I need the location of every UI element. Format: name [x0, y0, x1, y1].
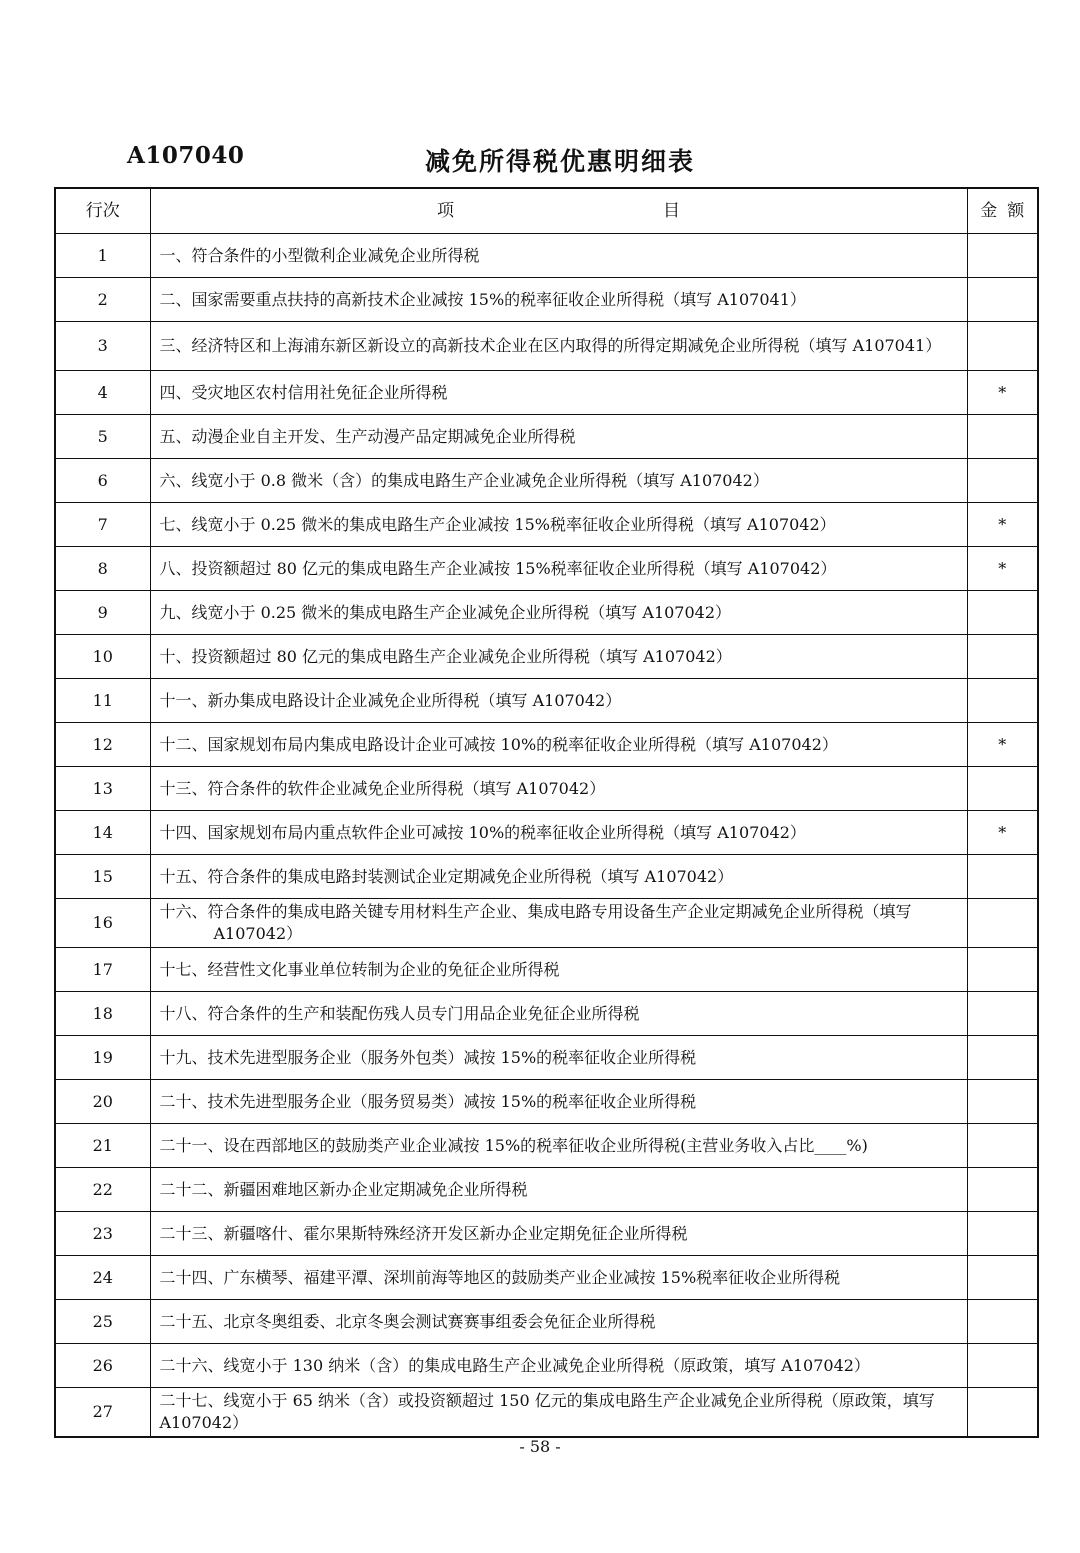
row-item: 七、线宽小于 0.25 微米的集成电路生产企业减按 15%税率征收企业所得税（填写 A107042）: [150, 503, 967, 547]
row-amount[interactable]: [967, 767, 1038, 811]
row-amount[interactable]: [967, 591, 1038, 635]
row-amount[interactable]: [967, 415, 1038, 459]
row-item: [150, 899, 967, 948]
row-number: 6: [55, 459, 150, 503]
row-item: 十一、新办集成电路设计企业减免企业所得税（填写 A107042）: [150, 679, 967, 723]
row-item: 十四、国家规划布局内重点软件企业可减按 10%的税率征收企业所得税（填写 A107042）: [150, 811, 967, 855]
row-item: [150, 322, 967, 371]
col-header-row-no: 行次: [55, 188, 150, 234]
row-number: 27: [55, 1388, 150, 1438]
table-row: [55, 1344, 1038, 1388]
row-item: 十八、符合条件的生产和装配伤残人员专门用品企业免征企业所得税: [150, 992, 967, 1036]
table-row: [55, 948, 1038, 992]
row-number: 5: [55, 415, 150, 459]
row-item: 九、线宽小于 0.25 微米的集成电路生产企业减免企业所得税（填写 A107042）: [150, 591, 967, 635]
row-amount[interactable]: [967, 1344, 1038, 1388]
table-row: [55, 322, 1038, 371]
row-amount[interactable]: *: [967, 811, 1038, 855]
row-item: 二十一、设在西部地区的鼓励类产业企业减按 15%的税率征收企业所得税(主营业务收入占比____%): [150, 1124, 967, 1168]
row-number: 24: [55, 1256, 150, 1300]
row-amount[interactable]: [967, 635, 1038, 679]
col-header-item: 项 目: [150, 188, 967, 234]
table-row: [55, 459, 1038, 503]
row-amount[interactable]: [967, 855, 1038, 899]
table-row: [55, 811, 1038, 855]
row-amount[interactable]: [967, 1256, 1038, 1300]
row-number: 15: [55, 855, 150, 899]
table-row: [55, 767, 1038, 811]
table-row: [55, 1168, 1038, 1212]
table-row: [55, 899, 1038, 948]
row-item: 二十三、新疆喀什、霍尔果斯特殊经济开发区新办企业定期免征企业所得税: [150, 1212, 967, 1256]
row-amount[interactable]: [967, 1300, 1038, 1344]
table-header-row: [55, 188, 1038, 234]
table-row: [55, 1300, 1038, 1344]
row-amount[interactable]: [967, 1080, 1038, 1124]
row-item: 二十六、线宽小于 130 纳米（含）的集成电路生产企业减免企业所得税（原政策，填写 A107042）: [150, 1344, 967, 1388]
row-item: 十、投资额超过 80 亿元的集成电路生产企业减免企业所得税（填写 A107042）: [150, 635, 967, 679]
row-amount[interactable]: [967, 1168, 1038, 1212]
row-item: 十九、技术先进型服务企业（服务外包类）减按 15%的税率征收企业所得税: [150, 1036, 967, 1080]
row-number: 14: [55, 811, 150, 855]
row-amount[interactable]: [967, 992, 1038, 1036]
row-item: 二十五、北京冬奥组委、北京冬奥会测试赛赛事组委会免征企业所得税: [150, 1300, 967, 1344]
row-item: 二十二、新疆困难地区新办企业定期减免企业所得税: [150, 1168, 967, 1212]
row-item: 八、投资额超过 80 亿元的集成电路生产企业减按 15%税率征收企业所得税（填写 A107042）: [150, 547, 967, 591]
form-title: 减免所得税优惠明细表: [425, 147, 696, 176]
row-item: 二十、技术先进型服务企业（服务贸易类）减按 15%的税率征收企业所得税: [150, 1080, 967, 1124]
row-number: 13: [55, 767, 150, 811]
row-amount[interactable]: [967, 1124, 1038, 1168]
row-item: 二十七、线宽小于 65 纳米（含）或投资额超过 150 亿元的集成电路生产企业减免企业所得税（原政策，填写 A107042）: [150, 1388, 967, 1438]
row-amount[interactable]: [967, 234, 1038, 278]
row-amount[interactable]: *: [967, 371, 1038, 415]
col-header-amount: 金额: [967, 188, 1038, 234]
row-item-text: 三、经济特区和上海浦东新区新设立的高新技术企业在区内取得的所得定期减免企业所得税（填写 A107041）: [159, 336, 942, 355]
row-item: 十二、国家规划布局内集成电路设计企业可减按 10%的税率征收企业所得税（填写 A107042）: [150, 723, 967, 767]
row-item-text: 十六、符合条件的集成电路关键专用材料生产企业、集成电路专用设备生产企业定期减免企业所得税（填写 A107042）: [159, 902, 912, 943]
row-amount[interactable]: *: [967, 547, 1038, 591]
table-row: [55, 723, 1038, 767]
row-item: 十七、经营性文化事业单位转制为企业的免征企业所得税: [150, 948, 967, 992]
table-row: [55, 1256, 1038, 1300]
row-number: 2: [55, 278, 150, 322]
row-item: 六、线宽小于 0.8 微米（含）的集成电路生产企业减免企业所得税（填写 A107042）: [150, 459, 967, 503]
row-number: 10: [55, 635, 150, 679]
table-row: [55, 1036, 1038, 1080]
table-row: [55, 1080, 1038, 1124]
row-number: 1: [55, 234, 150, 278]
row-number: 9: [55, 591, 150, 635]
row-number: 23: [55, 1212, 150, 1256]
row-amount[interactable]: [967, 459, 1038, 503]
page-number: - 58 -: [519, 1437, 561, 1456]
row-item: 十三、符合条件的软件企业减免企业所得税（填写 A107042）: [150, 767, 967, 811]
form-code: A107040: [127, 142, 245, 169]
row-amount[interactable]: [967, 1036, 1038, 1080]
tax-relief-table: [54, 187, 1039, 1438]
row-item: 四、受灾地区农村信用社免征企业所得税: [150, 371, 967, 415]
row-item: 五、动漫企业自主开发、生产动漫产品定期减免企业所得税: [150, 415, 967, 459]
row-number: 12: [55, 723, 150, 767]
row-number: 20: [55, 1080, 150, 1124]
table-row: [55, 591, 1038, 635]
row-amount[interactable]: [967, 1388, 1038, 1438]
table-row: [55, 503, 1038, 547]
table-row: [55, 855, 1038, 899]
row-number: 16: [55, 899, 150, 948]
row-number: 3: [55, 322, 150, 371]
table-row: [55, 635, 1038, 679]
row-item: 二十四、广东横琴、福建平潭、深圳前海等地区的鼓励类产业企业减按 15%税率征收企业所得税: [150, 1256, 967, 1300]
table-row: [55, 371, 1038, 415]
row-number: 17: [55, 948, 150, 992]
row-item: 一、符合条件的小型微利企业减免企业所得税: [150, 234, 967, 278]
table-row: [55, 278, 1038, 322]
row-number: 26: [55, 1344, 150, 1388]
table-row: [55, 547, 1038, 591]
row-amount[interactable]: *: [967, 723, 1038, 767]
row-number: 25: [55, 1300, 150, 1344]
row-number: 22: [55, 1168, 150, 1212]
table-row: [55, 415, 1038, 459]
row-amount[interactable]: [967, 679, 1038, 723]
row-number: 8: [55, 547, 150, 591]
row-amount[interactable]: [967, 899, 1038, 948]
table-row: [55, 992, 1038, 1036]
table-row: [55, 679, 1038, 723]
table-row: [55, 1388, 1038, 1438]
row-number: 19: [55, 1036, 150, 1080]
row-amount[interactable]: [967, 278, 1038, 322]
row-amount[interactable]: [967, 322, 1038, 371]
table-row: [55, 234, 1038, 278]
row-number: 18: [55, 992, 150, 1036]
row-amount[interactable]: [967, 948, 1038, 992]
row-number: 7: [55, 503, 150, 547]
row-number: 4: [55, 371, 150, 415]
row-item: 十五、符合条件的集成电路封装测试企业定期减免企业所得税（填写 A107042）: [150, 855, 967, 899]
table-row: [55, 1212, 1038, 1256]
row-amount[interactable]: *: [967, 503, 1038, 547]
row-item: 二、国家需要重点扶持的高新技术企业减按 15%的税率征收企业所得税（填写 A107041）: [150, 278, 967, 322]
row-amount[interactable]: [967, 1212, 1038, 1256]
row-number: 11: [55, 679, 150, 723]
row-number: 21: [55, 1124, 150, 1168]
table-row: [55, 1124, 1038, 1168]
